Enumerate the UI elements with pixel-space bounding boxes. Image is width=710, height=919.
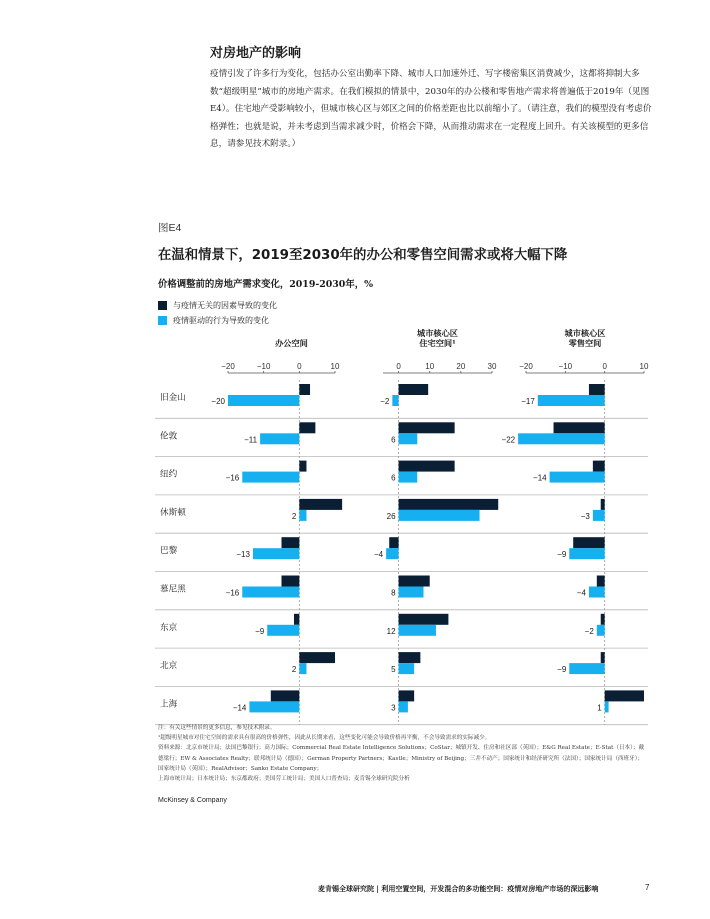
panel-1-bar-dark-6	[399, 614, 449, 625]
panel-2-value-label-0: −17	[521, 397, 535, 406]
panel-0-bar-dark-7	[299, 652, 335, 663]
panel-2-value-label-4: −9	[557, 550, 567, 560]
section-title: 对房地产的影响	[210, 46, 302, 61]
footnote-1: ¹超级明星城市对住宅空间的需求具有很高的价格弹性，因此从长期来看，这些变化可能会导致价格再平衡，不会导致需求的实际减少。	[158, 735, 491, 742]
panel-2-bar-light-1	[518, 433, 605, 444]
category-label-7: 北京	[160, 661, 178, 672]
page-footer: 麦肯锡全球研究院 | 利用空置空间，开发混合的多功能空间：疫情对房地产市场的深远影响	[318, 884, 599, 893]
panel-0-bar-light-2	[242, 472, 299, 483]
page-number: 7	[645, 883, 650, 892]
panel-2-bar-light-4	[569, 548, 604, 559]
panel-2-value-label-8: 1	[597, 703, 602, 713]
panel-1-bar-light-8	[399, 701, 408, 712]
panel-1-tick-label-3: 30	[487, 362, 497, 371]
footnotes	[158, 723, 648, 784]
panel-0-bar-light-4	[253, 548, 299, 559]
panel-0-tick-label-1: −10	[256, 362, 271, 371]
panel-0-tick-label-3: 10	[330, 362, 340, 371]
panel-1-value-label-3: 26	[386, 511, 396, 521]
panel-1-tick-label-0: 0	[396, 362, 401, 371]
panel-0-value-label-5: −16	[225, 588, 240, 598]
panel-1-bar-light-2	[399, 472, 418, 483]
panel-1-bar-dark-0	[399, 384, 429, 395]
panel-2-tick-label-1: −10	[558, 362, 573, 371]
panel-2-bar-light-7	[569, 663, 604, 674]
panel-2-value-label-3: −3	[580, 511, 590, 521]
panel-0-bar-light-3	[299, 510, 306, 521]
panel-1-bar-dark-4	[389, 537, 398, 548]
panel-2-bar-dark-8	[605, 690, 644, 701]
panel-0-bar-dark-5	[282, 576, 300, 587]
panel-0-tick-label-2: 0	[297, 362, 302, 371]
panel-1-tick-label-1: 10	[425, 362, 435, 371]
panel-1-bar-dark-1	[399, 422, 455, 433]
panel-2-bar-light-3	[593, 510, 605, 521]
panel-2-value-label-6: −2	[584, 626, 594, 636]
panel-2-bar-dark-7	[601, 652, 605, 663]
panel-0-bar-light-7	[299, 663, 306, 674]
panel-1-bar-dark-8	[399, 690, 415, 701]
panel-0-tick-label-0: −20	[221, 362, 235, 371]
panel-2-tick-label-0: −20	[519, 362, 533, 371]
category-label-8: 上海	[160, 699, 178, 710]
panel-0-value-label-3: 2	[291, 511, 297, 521]
panel-0-bar-dark-1	[299, 422, 315, 433]
panel-0-value-label-4: −13	[236, 550, 250, 560]
footnote-note: 注：有关这些情景的更多信息，参见技术附录。	[158, 725, 276, 731]
body-paragraph: 疫情引发了许多行为变化，包括办公室出勤率下降、城市人口加速外迁、写字楼密集区消费减少，这都将抑制大多数“超级明星”城市的房地产需求。在我们模拟的情景中，2030年的办公楼和零售地产需求将普遍低于2019年（见图E4）。住宅地产受影响较小，但城市核心区与郊区之间的价格差距也比以前缩小了。（请注意，我们的模型没有考虑价格弹性；也就是说，并未考虑到当需求减少时，价格会下降，从而推动需求在一定程度上回升。有关该模型的更多信息，请参见技术附录。）	[210, 69, 652, 149]
panel-1-bar-light-5	[399, 587, 424, 598]
panel-1-bar-dark-3	[399, 499, 499, 510]
panel-0-value-label-1: −11	[244, 435, 258, 445]
panel-0-bar-dark-0	[299, 384, 310, 395]
category-label-5: 慕尼黑	[160, 584, 186, 595]
panel-2-bar-dark-1	[554, 422, 605, 433]
panel-2-bar-dark-5	[597, 576, 605, 587]
panel-0-bar-dark-2	[299, 461, 306, 472]
category-label-0: 旧金山	[160, 393, 186, 403]
panel-2-tick-label-3: 10	[639, 362, 649, 371]
panel-1-value-label-4: −4	[373, 550, 384, 560]
panel-1-bar-dark-7	[399, 652, 421, 663]
figure-label: 图E4	[158, 222, 182, 234]
panel-2-bar-light-8	[605, 701, 609, 712]
panel-2-title-line-1: 零售空间	[568, 338, 602, 348]
panel-0-bar-dark-6	[294, 614, 299, 625]
panel-0-value-label-2: −16	[225, 473, 240, 483]
panel-1-tick-label-2: 20	[456, 362, 466, 371]
footnote-sources-cont: 上海市统计局；日本统计局；东京都政府；美国劳工统计局；美国人口普查局；麦肯锡全球研究院分析	[158, 776, 410, 783]
panel-0-value-label-7: 2	[291, 665, 297, 675]
panel-2-bar-light-6	[597, 625, 605, 636]
panel-2-value-label-5: −4	[576, 588, 586, 598]
category-label-3: 休斯顿	[160, 507, 186, 518]
panel-2-bar-light-0	[538, 395, 605, 406]
panel-2-bar-dark-3	[601, 499, 605, 510]
panel-2-value-label-1: −22	[501, 435, 516, 445]
panel-2-tick-label-2: 0	[602, 362, 607, 371]
panel-1-value-label-1: 6	[391, 435, 396, 445]
panel-2-bar-dark-0	[589, 384, 605, 395]
panel-2-bar-dark-6	[601, 614, 605, 625]
panel-1-title-line-1: 住宅空间¹	[419, 338, 456, 348]
panel-0-value-label-0: −20	[211, 397, 225, 406]
panel-0-value-label-6: −9	[255, 626, 265, 636]
panel-0-bar-dark-8	[271, 690, 300, 701]
panel-1-bar-light-4	[386, 548, 398, 559]
panel-1-bar-light-7	[399, 663, 415, 674]
category-label-4: 巴黎	[160, 546, 178, 557]
panel-0-bar-light-0	[228, 395, 299, 406]
panel-0-value-label-8: −14	[232, 703, 247, 713]
panel-1-value-label-6: 12	[386, 626, 396, 636]
panel-2-value-label-2: −14	[533, 473, 547, 483]
panel-0-bar-dark-4	[282, 537, 300, 548]
legend-label-covid: 疫情驱动的行为导致的变化	[173, 316, 269, 325]
figure-title: 在温和情景下，2019至2030年的办公和零售空间需求或将大幅下降	[158, 248, 568, 263]
panel-0-bar-light-8	[249, 701, 299, 712]
brand-name: McKinsey & Company	[158, 797, 227, 804]
panel-2-value-label-7: −9	[557, 665, 567, 675]
panel-1-value-label-7: 5	[391, 665, 396, 675]
panel-0-title-line-0: 办公空间	[275, 338, 308, 348]
panel-0-bar-dark-3	[299, 499, 342, 510]
panel-2-bar-dark-4	[573, 537, 604, 548]
panel-1-value-label-5: 8	[391, 588, 396, 598]
panel-0-bar-light-6	[267, 625, 299, 636]
panel-1-value-label-2: 6	[391, 473, 396, 483]
legend-label-non-covid: 与疫情无关的因素导致的变化	[173, 301, 277, 310]
panel-2-title-line-0: 城市核心区	[564, 328, 606, 338]
panel-2-bar-dark-2	[593, 461, 605, 472]
category-label-6: 东京	[160, 622, 178, 633]
panel-1-bar-light-3	[399, 510, 480, 521]
panel-2-bar-light-5	[589, 587, 605, 598]
panel-0-bar-light-1	[260, 433, 299, 444]
panel-1-bar-light-1	[399, 433, 418, 444]
footnote-sources: 资料来源：北京市统计局；法国巴黎银行；高力国际；Commercial Real Estate Intelligence Solutions；CoStar；城镇开发、住房和社区部（英国）；E&G Real Estate；E-Stat（日本）；戴德梁行；EW & Associates Realty；联邦统计局（德国）；German Property Partners；Kastle；Ministry of Beijing；三井不动产；国家统计和经济研究所（法国）；国家统计局（西班牙）；国家统计局（英国）；RealAdvisor；Sanko Estate Company；	[158, 745, 645, 772]
category-label-2: 纽约	[160, 469, 178, 480]
panel-2-bar-light-2	[550, 472, 605, 483]
category-label-1: 伦敦	[160, 431, 178, 442]
panel-1-bar-dark-5	[399, 576, 430, 587]
panel-1-bar-light-6	[399, 625, 436, 636]
panel-1-bar-dark-2	[399, 461, 455, 472]
panel-1-value-label-0: −2	[380, 397, 390, 406]
panel-1-bar-light-0	[392, 395, 398, 406]
panel-0-bar-light-5	[242, 587, 299, 598]
panel-1-title-line-0: 城市核心区	[417, 328, 458, 338]
panel-1-value-label-8: 3	[391, 703, 396, 713]
figure-subtitle: 价格调整前的房地产需求变化，2019-2030年，%	[158, 279, 373, 290]
